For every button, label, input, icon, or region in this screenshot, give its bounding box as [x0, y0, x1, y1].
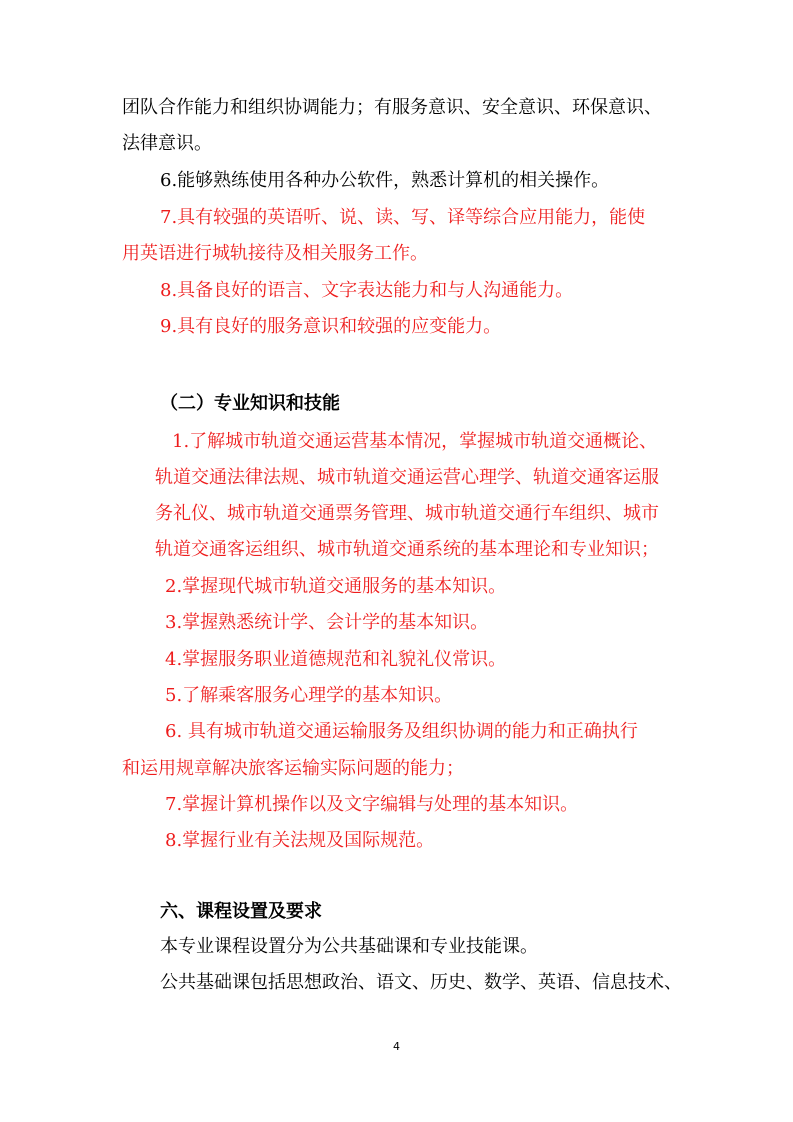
list-item-line-highlighted: 8.具备良好的语言、文字表达能力和与人沟通能力。 — [160, 280, 574, 301]
list-item-line-highlighted: 7.具有较强的英语听、说、读、写、译等综合应用能力，能使 — [160, 207, 646, 228]
list-item-line-highlighted: 2.掌握现代城市轨道交通服务的基本知识。 — [165, 576, 507, 597]
list-item-line-highlighted: 8.掌握行业有关法规及国际规范。 — [165, 830, 435, 851]
list-item-line-highlighted: 和运用规章解决旅客运输实际问题的能力； — [122, 758, 464, 779]
list-item-line-highlighted: 3.掌握熟悉统计学、会计学的基本知识。 — [165, 612, 489, 633]
list-item-line-highlighted: 轨道交通客运组织、城市轨道交通系统的基本理论和专业知识； — [155, 539, 659, 560]
list-item-line-highlighted: 轨道交通法律法规、城市轨道交通运营心理学、轨道交通客运服 — [155, 467, 659, 488]
list-item-line-highlighted: 7.掌握计算机操作以及文字编辑与处理的基本知识。 — [165, 794, 579, 815]
list-item-line-highlighted: 用英语进行城轨接待及相关服务工作。 — [122, 243, 428, 264]
list-item-line: 6.能够熟练使用各种办公软件，熟悉计算机的相关操作。 — [160, 170, 610, 191]
list-item-line-highlighted: 9.具有良好的服务意识和较强的应变能力。 — [160, 316, 502, 337]
list-item-line-highlighted: 5.了解乘客服务心理学的基本知识。 — [165, 685, 453, 706]
chapter-heading: 六、课程设置及要求 — [160, 901, 322, 922]
paragraph-line: 法律意识。 — [122, 133, 212, 154]
section-heading: （二）专业知识和技能 — [160, 393, 340, 414]
list-item-line-highlighted: 6. 具有城市轨道交通运输服务及组织协调的能力和正确执行 — [165, 721, 638, 742]
paragraph-line: 本专业课程设置分为公共基础课和专业技能课。 — [160, 936, 538, 957]
list-item-line-highlighted: 4.掌握服务职业道德规范和礼貌礼仪常识。 — [165, 649, 507, 670]
paragraph-line: 公共基础课包括思想政治、语文、历史、数学、英语、信息技术、 — [160, 972, 682, 993]
list-item-line-highlighted: 务礼仪、城市轨道交通票务管理、城市轨道交通行车组织、城市 — [155, 503, 659, 524]
page-number: 4 — [393, 1040, 400, 1053]
paragraph-line: 团队合作能力和组织协调能力；有服务意识、安全意识、环保意识、 — [122, 97, 662, 118]
list-item-line-highlighted: 1.了解城市轨道交通运营基本情况，掌握城市轨道交通概论、 — [172, 431, 658, 452]
